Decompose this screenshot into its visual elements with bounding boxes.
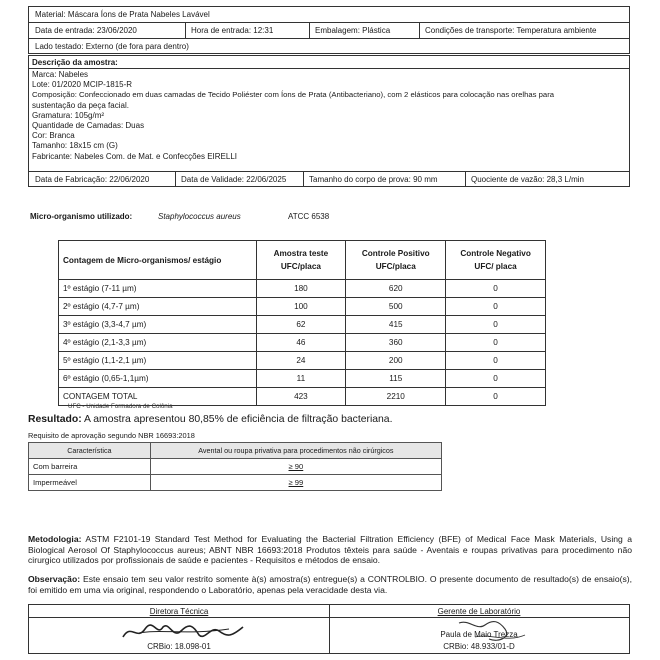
- header-amostra: Amostra teste UFC/placa: [256, 241, 346, 280]
- material-row: [29, 7, 629, 23]
- methodology-text: ASTM F2101-19 Standard Test Method for Evaluating the Bacterial Filtration Efficiency (BFE) of Medical Face Mask Materials, Using a Biological Aerosol Of Staphylococcus aureus; ABNT NBR 16693:2018 Produtos têxteis para saúde - Aventais e roupas privativas para procedimento não cirurgico utilizados por profissionais de saúde e pacientes - Requisitos e métodos de ensaio.: [28, 534, 632, 566]
- entrada-row: [29, 23, 629, 39]
- description-title: Descrição da amostra:: [32, 58, 118, 67]
- negativo-cell: 0: [446, 298, 546, 316]
- desc-line: Cor: Branca: [32, 131, 75, 141]
- condicoes-field: Condições de transporte: Temperatura ambiente: [425, 26, 597, 35]
- desc-line: Fabricante: Nabeles Com. de Mat. e Confecções EIRELLI: [32, 151, 237, 161]
- left-crbio: CRBio: 18.098-01: [147, 642, 211, 651]
- amostra-cell: 24: [256, 352, 346, 370]
- hora-entrada-field: Hora de entrada: 12:31: [191, 26, 274, 35]
- amostra-cell: 180: [256, 280, 346, 298]
- desc-line: Gramatura: 105g/m²: [32, 110, 105, 120]
- positivo-cell: 200: [346, 352, 446, 370]
- req-header-row: [29, 443, 442, 459]
- positivo-cell: 620: [346, 280, 446, 298]
- observation-label: Observação:: [28, 574, 81, 584]
- req-value-cell: ≥ 90: [150, 459, 441, 475]
- total-negativo-cell: 0: [446, 388, 546, 406]
- micro-organism: Staphylococcus aureus: [158, 212, 241, 221]
- table-row: [59, 334, 546, 352]
- right-crbio: CRBio: 48.933/01-D: [443, 642, 515, 651]
- description-lines: [32, 70, 625, 162]
- left-signature-title: Diretora Técnica: [149, 607, 209, 616]
- positivo-cell: 500: [346, 298, 446, 316]
- micro-label: Micro-organismo utilizado:: [30, 212, 133, 221]
- description-box: [28, 55, 630, 187]
- negativo-cell: 0: [446, 370, 546, 388]
- stage-cell: 6º estágio (0,65-1,1µm): [59, 370, 257, 388]
- req-header-caracteristica: Característica: [29, 443, 151, 459]
- header-negativo: Controle Negativo UFC/ placa: [446, 241, 546, 280]
- tamanho-corpo-field: Tamanho do corpo de prova: 90 mm: [309, 174, 438, 184]
- negativo-cell: 0: [446, 280, 546, 298]
- material-field: Material: Máscara Íons de Prata Nabeles Lavável: [35, 10, 210, 19]
- table-row: [59, 316, 546, 334]
- total-positivo-cell: 2210: [346, 388, 446, 406]
- result-text: A amostra apresentou 80,85% de eficiência de filtração bacteriana.: [84, 414, 393, 425]
- microorganism-table: [58, 240, 546, 406]
- desc-line: Lote: 01/2020 MCIP-1815-R: [32, 80, 133, 90]
- observation-paragraph: [28, 574, 632, 595]
- positivo-cell: 415: [346, 316, 446, 334]
- total-amostra-cell: 423: [256, 388, 346, 406]
- amostra-cell: 11: [256, 370, 346, 388]
- total-label-cell: CONTAGEM TOTAL: [59, 388, 257, 406]
- desc-line: Marca: Nabeles: [32, 70, 89, 79]
- req-header-avental: Avental ou roupa privativa para procedimentos não cirúrgicos: [150, 443, 441, 459]
- data-entrada-field: Data de entrada: 23/06/2020: [35, 26, 137, 35]
- result-label: Resultado:: [28, 414, 82, 425]
- lado-row: [29, 39, 629, 54]
- desc-line: sustentação da peça facial.: [32, 100, 129, 110]
- observation-text: Este ensaio tem seu valor restrito somente à(s) amostra(s) entregue(s) a CONTROLBIO. O presente documento de resultado(s) de ensaio(s), foi emitido em uma via original, respondendo o Laboratório, apenas pela veracidade desta via.: [28, 574, 633, 595]
- sample-header-box: [28, 6, 630, 54]
- negativo-cell: 0: [446, 334, 546, 352]
- right-signature-title: Gerente de Laboratório: [437, 607, 521, 616]
- stage-cell: 3º estágio (3,3-4,7 µm): [59, 316, 257, 334]
- negativo-cell: 0: [446, 316, 546, 334]
- table-row: [59, 298, 546, 316]
- stage-cell: 4º estágio (2,1-3,3 µm): [59, 334, 257, 352]
- left-signature-scribble: [119, 617, 249, 645]
- stage-cell: 1º estágio (7-11 µm): [59, 280, 257, 298]
- dates-row: [28, 171, 630, 187]
- amostra-cell: 46: [256, 334, 346, 352]
- table-header-row: [59, 241, 546, 280]
- signatures-box: [28, 604, 630, 654]
- desc-line: Tamanho: 18x15 cm (G): [32, 141, 118, 151]
- validade-field: Data de Validade: 22/06/2025: [181, 174, 287, 184]
- positivo-cell: 115: [346, 370, 446, 388]
- methodology-label: Metodologia:: [28, 534, 82, 544]
- right-signature-name: Paula de Maio Trezza: [440, 630, 518, 639]
- result-line: [28, 414, 392, 425]
- table-row: [29, 459, 442, 475]
- micro-atcc: ATCC 6538: [288, 212, 330, 221]
- req-name-cell: Impermeável: [29, 475, 151, 491]
- table-row: [59, 280, 546, 298]
- vazao-field: Quociente de vazão: 28,3 L/min: [471, 174, 584, 184]
- table-row: [29, 475, 442, 491]
- requirements-table: [28, 442, 442, 491]
- stage-cell: 5º estágio (1,1-2,1 µm): [59, 352, 257, 370]
- desc-line: Composição: Confeccionado em duas camadas de Tecido Poliéster com Íons de Prata (Antibacteriano), com 2 elásticos para colocação nas orelhas para: [32, 90, 555, 100]
- header-contagem: Contagem de Micro-organismos/ estágio: [59, 241, 257, 280]
- stage-cell: 2º estágio (4,7-7 µm): [59, 298, 257, 316]
- req-value-cell: ≥ 99: [150, 475, 441, 491]
- fabricacao-field: Data de Fabricação: 22/06/2020: [35, 174, 150, 184]
- requirement-title: Requisito de aprovação segundo NBR 16693:2018: [28, 431, 195, 440]
- table-row: [59, 352, 546, 370]
- desc-line: Quantidade de Camadas: Duas: [32, 121, 145, 131]
- embalagem-field: Embalagem: Plástica: [315, 26, 391, 35]
- negativo-cell: 0: [446, 352, 546, 370]
- header-positivo: Controle Positivo UFC/placa: [346, 241, 446, 280]
- req-name-cell: Com barreira: [29, 459, 151, 475]
- amostra-cell: 62: [256, 316, 346, 334]
- positivo-cell: 360: [346, 334, 446, 352]
- table-footnote: UFC - Unidade Formadora de Colônia: [68, 403, 173, 410]
- table-row: [59, 370, 546, 388]
- lado-testado-field: Lado testado: Externo (de fora para dentro): [35, 42, 189, 51]
- methodology-paragraph: [28, 534, 632, 566]
- amostra-cell: 100: [256, 298, 346, 316]
